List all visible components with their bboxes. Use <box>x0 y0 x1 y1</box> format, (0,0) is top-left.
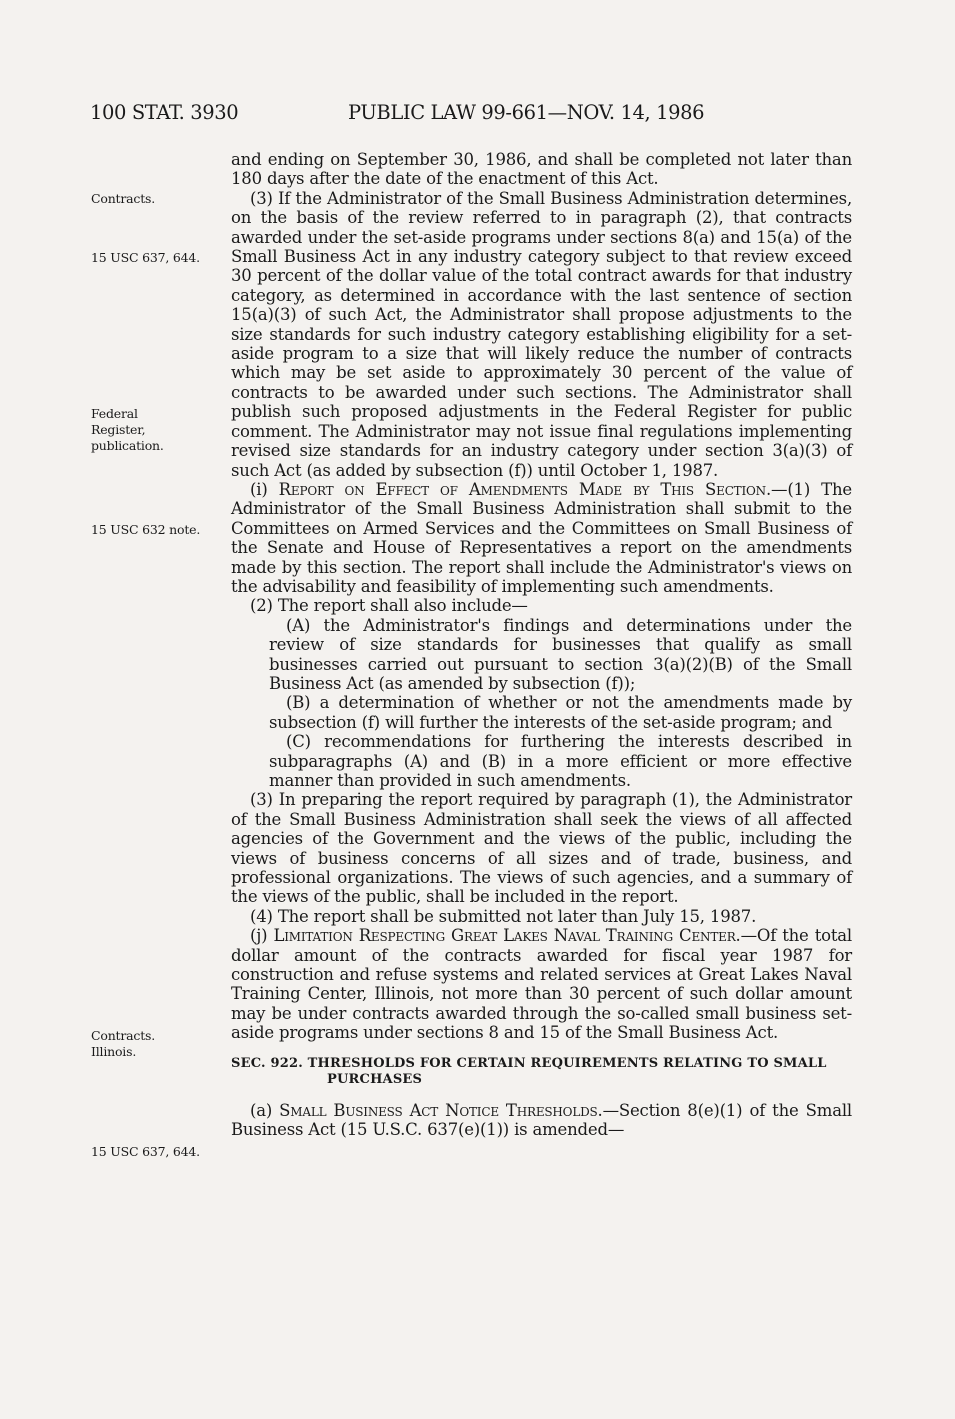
page-header <box>90 101 870 135</box>
subsection-a-heading: Small Business Act Notice Thresholds. <box>279 1100 603 1120</box>
paragraph-3-size-standards: (3) If the Administrator of the Small Business Administration determines, on the basis of the review referred to in paragraph (2), that contracts awarded under the set-aside programs under sections 8(a) and 15(a) of the Small Business Act in any industry category subject to that review exceed 30 percent of the dollar value of the total contract awards for that industry category, as determined in accordance with the last sentence of section 15(a)(3) of such Act, the Administrator shall propose adjustments to the size standards for such industry category establishing eligibility for a set-aside program to a size that will likely reduce the number of contracts which may be set aside to approximately 30 percent of the value of contracts to be awarded under such sections. The Administrator shall publish such proposed adjustments in the Federal Register for public comment. The Administrator may not issue final regulations implementing revised size standards for an industry category under section 3(a)(3) of such Act (as added by subsection (f)) until October 1, 1987. <box>231 188 852 480</box>
section-922-heading: SEC. 922. THRESHOLDS FOR CERTAIN REQUIREMENTS RELATING TO SMALL PURCHASES <box>231 1055 827 1088</box>
subsection-i-heading: Report on Effect of Amendments Made by This Section. <box>278 479 772 499</box>
margin-note-federal-register: Federal Register, publication. <box>91 406 164 453</box>
stat-page-number: 100 STAT. 3930 <box>90 101 239 124</box>
subsection-i: (i) Report on Effect of Amendments Made by This Section.—(1) The Administrator of the Small Business Administration shall submit to the Committees on Armed Services and the Committees on Small Business of the Senate and House of Representatives a report on the amendments made by this section. The report shall include the Administrator's views on the advisability and feasibility of implementing such amendments. <box>231 479 852 596</box>
paragraph-continuation: and ending on September 30, 1986, and shall be completed not later than 180 days after the date of the enactment of this Act. <box>231 150 852 189</box>
paragraph-2-report-include: (2) The report shall also include— <box>250 596 528 616</box>
subsection-j: (j) Limitation Respecting Great Lakes Naval Training Center.—Of the total dollar amount of the contracts awarded for fiscal year 1987 for construction and refuse systems and related services at Great Lakes Naval Training Center, Illinois, not more than 30 percent of such dollar amount may be under contracts awarded through the so-called small business set-aside programs under sections 8 and 15 of the Small Business Act. <box>231 926 853 1043</box>
margin-note-usc-637-644-second: 15 USC 637, 644. <box>91 1144 200 1159</box>
subsection-j-heading: Limitation Respecting Great Lakes Naval Training Center. <box>273 926 741 946</box>
paragraph-3-views: (3) In preparing the report required by paragraph (1), the Administrator of the Small Business Administration shall seek the views of all affected agencies of the Government and the views of the public, including the views of business concerns of all sizes and of trade, business, and professional organizations. The views of such agencies, and a summary of the views of the public, shall be included in the report. <box>231 790 852 907</box>
margin-note-usc-632-note: 15 USC 632 note. <box>91 522 201 537</box>
document-body <box>231 150 852 1140</box>
margin-note-contracts: Contracts. <box>91 191 156 206</box>
subparagraph-b: (B) a determination of whether or not the amendments made by subsection (f) will further the interests of the set-aside program; and <box>269 693 852 732</box>
margin-note-contracts-illinois: Contracts. Illinois. <box>91 1028 156 1059</box>
margin-note-usc-637-644: 15 USC 637, 644. <box>91 250 200 265</box>
paragraph-4-deadline: (4) The report shall be submitted not later than July 15, 1987. <box>250 906 757 926</box>
subsection-a: (a) Small Business Act Notice Thresholds.—Section 8(e)(1) of the Small Business Act (15 U.S.C. 637(e)(1)) is amended— <box>231 1100 852 1140</box>
subparagraph-a: (A) the Administrator's findings and determinations under the review of size standards for businesses that qualify as small businesses carried out pursuant to section 3(a)(2)(B) of the Small Business Act (as amended by subsection (f)); <box>269 615 852 693</box>
public-law-title: PUBLIC LAW 99-661—NOV. 14, 1986 <box>348 101 705 124</box>
subparagraph-c: (C) recommendations for furthering the interests described in subparagraphs (A) and (B) in a more efficient or more effective manner than provided in such amendments. <box>269 732 852 790</box>
